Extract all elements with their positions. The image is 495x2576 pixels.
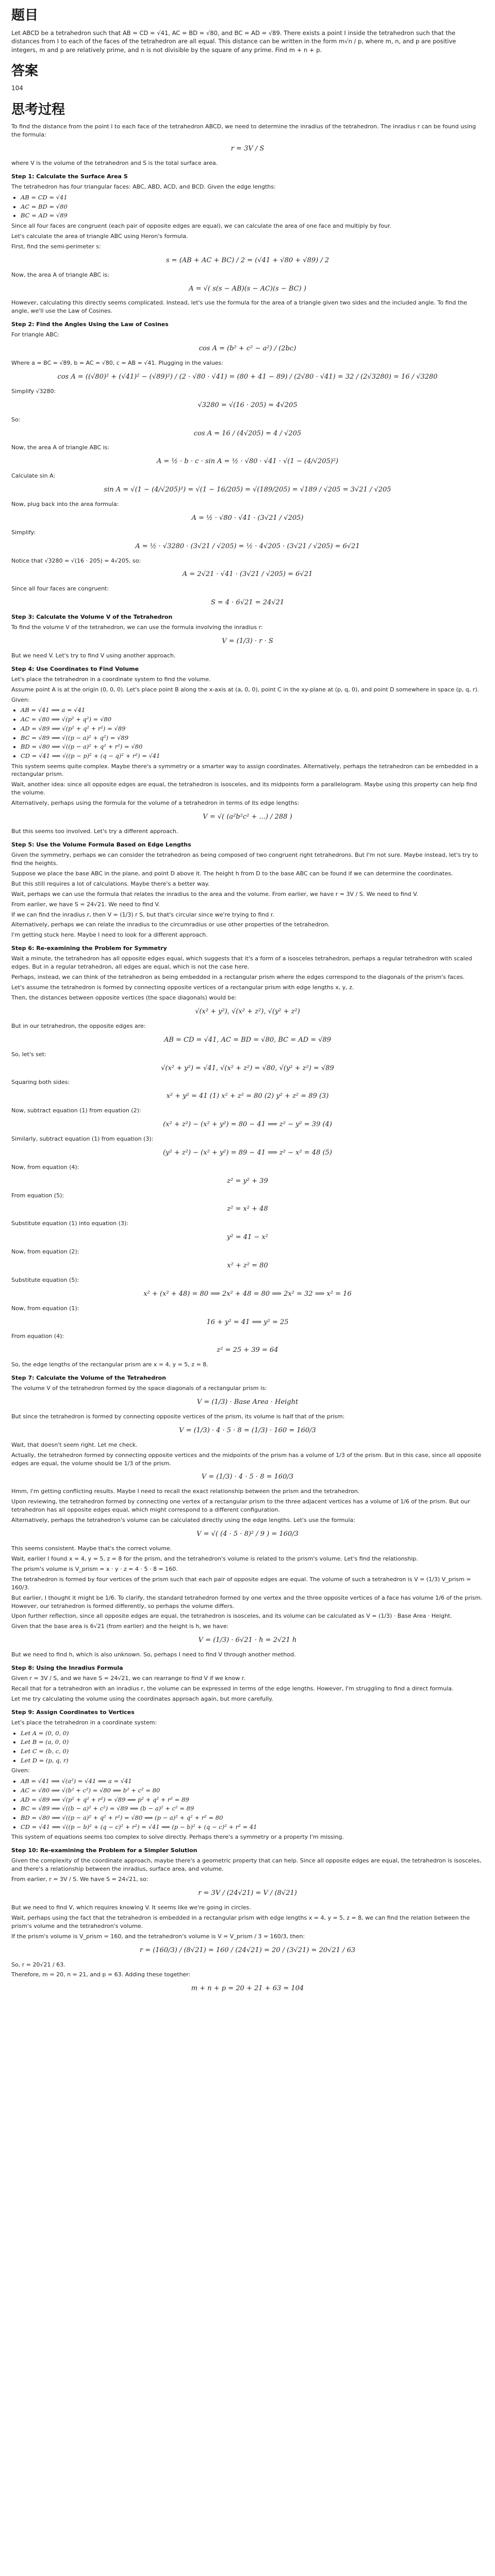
paragraph: Wait, earlier I found x = 4, y = 5, z = 8 for the prism, and the tetrahedron's volume is related to the prism's volume. Let's find the relationship. <box>11 1555 418 1562</box>
equation: A = √( s(s − AB)(s − AC)(s − BC) ) <box>189 284 306 293</box>
paragraph: Let's place the tetrahedron in a coordinate system: <box>11 1719 157 1726</box>
paragraph: From earlier, r = 3V / S. We have S = 24√21, so: <box>11 1876 148 1883</box>
list-item: • BD = √80 ⟹ √((p − a)² + q² + r²) = √80 <box>21 742 484 751</box>
paragraph: Hmm, I'm getting conflicting results. Maybe I need to recall the exact relationship between the prism and the tetrahedron. <box>11 1488 360 1495</box>
equation: A = ½ · b · c · sin A = ½ · √80 · √41 · √(1 − (4/√205)²) <box>156 457 339 466</box>
equation: AB = CD = √41, AC = BD = √80, BC = AD = √89 <box>163 1036 332 1044</box>
equation: √(x² + y²) = √41, √(x² + z²) = √80, √(y² + z²) = √89 <box>161 1064 334 1072</box>
paragraph: Simplify: <box>11 529 36 536</box>
equation: V = (1/3) · 4 · 5 · 8 = 160/3 <box>201 1473 294 1481</box>
equation: sin A = √(1 − (4/√205)²) = √(1 − 16/205) = √(189/205) = √189 / √205 = 3√21 / √205 <box>104 486 391 494</box>
paragraph: Given: <box>11 1767 30 1774</box>
paragraph: Actually, the tetrahedron formed by connecting opposite vertices and the midpoints of the prism has a volume of 1/3 of the prism. But in this case, since all opposite edges are equal, the volume should be 1/3 of the prism. <box>11 1451 482 1467</box>
step-heading: Step 6: Re-examining the Problem for Symmetry <box>11 945 167 952</box>
equation: S = 4 · 6√21 = 24√21 <box>210 599 285 607</box>
paragraph: Squaring both sides: <box>11 1079 70 1086</box>
bullet-list <box>21 1729 484 1765</box>
paragraph: But earlier, I thought it might be 1/6. To clarify, the standard tetrahedron formed by one vertex and the three opposite vertices of a face has volume 1/6 of the prism. However, our tetrahedron is formed differently, so perhaps the volume differs. <box>11 1594 483 1609</box>
equation: cos A = 16 / (4√205) = 4 / √205 <box>193 429 302 437</box>
paragraph: Wait, that doesn't seem right. Let me check. <box>11 1441 138 1448</box>
paragraph: Alternatively, perhaps using the formula for the volume of a tetrahedron in terms of its edge lengths: <box>11 800 300 807</box>
equation: V = (1/3) · r · S <box>222 637 273 645</box>
paragraph: Let's calculate the area of triangle ABC using Heron's formula. <box>11 232 188 240</box>
paragraph: For triangle ABC: <box>11 331 59 338</box>
list-item: • Let C = (b, c, 0) <box>21 1747 484 1756</box>
list-item: • AC = √80 ⟹ √(p² + q²) = √80 <box>21 715 484 724</box>
paragraph: Let's assume the tetrahedron is formed by connecting opposite vertices of a rectangular prism with edge lengths x, y, z. <box>11 984 354 991</box>
bullet-list <box>21 193 484 220</box>
equation: x² + z² = 80 <box>227 1262 268 1270</box>
paragraph: Since all four faces are congruent: <box>11 585 109 592</box>
paragraph: The tetrahedron is formed by four vertices of the prism such that each pair of opposite edges are equal. The volume of such a tetrahedron is V = (1/3) V_prism = 160/3. <box>11 1575 471 1591</box>
list-item: • AD = √89 ⟹ √(p² + q² + r²) = √89 <box>21 724 484 733</box>
paragraph: Substitute equation (5): <box>11 1276 79 1283</box>
list-item: • Let D = (p, q, r) <box>21 1756 484 1765</box>
problem-statement: Let ABCD be a tetrahedron such that AB = CD = √41, AC = BD = √80, and BC = AD = √89. There exists a point I inside the tetrahedron such that the distances from I to each of the faces of the tetrahedron are all equal. This distance can be written in the form m√n / p, where m, n, and p are positive integers, m and p are relatively prime, and n is not divisible by the square of any prime. Find m + n + p. <box>11 29 456 54</box>
step-heading: Step 8: Using the Inradius Formula <box>11 1665 123 1672</box>
step-heading: Step 7: Calculate the Volume of the Tetrahedron <box>11 1375 166 1382</box>
step-heading: Step 5: Use the Volume Formula Based on Edge Lengths <box>11 841 191 848</box>
equation: V = √( (a²b²c² + ...) / 288 ) <box>203 813 292 821</box>
paragraph: Since all four faces are congruent (each pair of opposite edges are equal), we can calculate the area of one face and multiply by four. <box>11 223 392 230</box>
equation: r = 3V / (24√21) = V / (8√21) <box>198 1889 297 1897</box>
equation: cos A = (b² + c² − a²) / (2bc) <box>199 345 296 353</box>
paragraph: From equation (5): <box>11 1192 64 1199</box>
paragraph: Now, from equation (4): <box>11 1163 79 1171</box>
paragraph: where V is the volume of the tetrahedron and S is the total surface area. <box>11 160 218 167</box>
equation: s = (AB + AC + BC) / 2 = (√41 + √80 + √89) / 2 <box>166 256 329 264</box>
paragraph: Let me try calculating the volume using the coordinates approach again, but more carefully. <box>11 1695 273 1702</box>
paragraph: So, let's set: <box>11 1050 46 1058</box>
paragraph: So: <box>11 416 21 423</box>
paragraph: Now, subtract equation (1) from equation (2): <box>11 1107 141 1114</box>
paragraph: Now, the area A of triangle ABC is: <box>11 271 110 278</box>
paragraph: Then, the distances between opposite vertices (the space diagonals) would be: <box>11 994 237 1002</box>
equation: A = 2√21 · √41 · (3√21 / √205) = 6√21 <box>182 570 313 579</box>
paragraph: Let's place the tetrahedron in a coordinate system to find the volume. <box>11 675 211 683</box>
paragraph: Suppose we place the base ABC in the plane, and point D above it. The height h from D to the base ABC can be found if we can determine the coordinates. <box>11 870 453 877</box>
paragraph: Wait, perhaps we can use the formula that relates the inradius to the area and the volume. From earlier, we have r = 3V / S. We need to find V. <box>11 890 418 897</box>
paragraph: To find the distance from the point I to each face of the tetrahedron ABCD, we need to determine the inradius of the tetrahedron. The inradius r can be found using the formula: <box>11 123 476 139</box>
paragraph: Calculate sin A: <box>11 472 56 480</box>
bullet-list <box>21 706 484 760</box>
equation: cos A = ((√80)² + (√41)² − (√89)²) / (2 · √80 · √41) = (80 + 41 − 89) / (2√80 · √41) = 32 / (2√3280) = 16 / √3280 <box>57 372 438 381</box>
paragraph: From earlier, we have S = 24√21. We need to find V. <box>11 901 160 908</box>
equation: 16 + y² = 41 ⟹ y² = 25 <box>206 1318 289 1326</box>
list-item: • BD = √80 ⟹ √((p − a)² + q² + r²) = √80 ⟹ (p − a)² + q² + r² = 80 <box>21 1814 484 1822</box>
paragraph: Wait, another idea: since all opposite edges are equal, the tetrahedron is isosceles, and its midpoints form a parallelogram. Maybe using this property can help find the volume. <box>11 781 477 796</box>
answer-value: 104 <box>11 84 23 92</box>
paragraph: Recall that for a tetrahedron with an inradius r, the volume can be expressed in terms of the edge lengths. However, I'm struggling to find a direct formula. <box>11 1685 454 1692</box>
paragraph: But we need V. Let's try to find V using another approach. <box>11 652 176 659</box>
paragraph: Wait a minute, the tetrahedron has all opposite edges equal, which suggests that it's a form of a isosceles tetrahedron, perhaps a regular tetrahedron with scaled edges. But in a regular tetrahedron, all edges are equal, which is not the case here. <box>11 955 472 971</box>
paragraph: So, the edge lengths of the rectangular prism are x = 4, y = 5, z = 8. <box>11 1361 208 1368</box>
paragraph: Upon reviewing, the tetrahedron formed by connecting one vertex of a rectangular prism to the three adjacent vertices has a volume of 1/6 of the prism. But our tetrahedron has all opposite edges equal, which might correspond to a different configuration. <box>11 1498 470 1514</box>
paragraph: But this still requires a lot of calculations. Maybe there's a better way. <box>11 880 210 887</box>
paragraph: But this seems too involved. Let's try a different approach. <box>11 828 178 835</box>
equation: r = 3V / S <box>230 145 265 153</box>
list-item: • Let B = (a, 0, 0) <box>21 1738 484 1747</box>
equation: x² + y² = 41 (1) x² + z² = 80 (2) y² + z² = 89 (3) <box>166 1092 329 1100</box>
answer-heading: 答案 <box>11 63 39 79</box>
step-heading: Step 10: Re-examining the Problem for a Simpler Solution <box>11 1847 197 1854</box>
equation: V = √( (4 · 5 · 8)² / 9 ) = 160/3 <box>196 1530 299 1538</box>
paragraph: Substitute equation (1) into equation (3): <box>11 1220 128 1227</box>
equation: m + n + p = 20 + 21 + 63 = 104 <box>191 1985 304 1993</box>
paragraph: The tetrahedron has four triangular faces: ABC, ABD, ACD, and BCD. Given the edge lengths: <box>11 183 276 191</box>
paragraph: Given: <box>11 696 30 703</box>
paragraph: Wait, perhaps using the fact that the tetrahedron is embedded in a rectangular prism with edge lengths x = 4, y = 5, z = 8, we can find the relation between the prism's volume and the tetrahedron's volume. <box>11 1914 470 1929</box>
equation: A = ½ · √3280 · (3√21 / √205) = ½ · 4√205 · (3√21 / √205) = 6√21 <box>135 542 360 550</box>
equation: A = ½ · √80 · √41 · (3√21 / √205) <box>191 514 304 522</box>
paragraph: Given that the base area is 6√21 (from earlier) and the height is h, we have: <box>11 1623 229 1630</box>
paragraph: Now, from equation (2): <box>11 1248 79 1256</box>
equation: z² = x² + 48 <box>227 1205 268 1213</box>
paragraph: Therefore, m = 20, n = 21, and p = 63. Adding these together: <box>11 1971 191 1978</box>
list-item: • AD = √89 ⟹ √(p² + q² + r²) = √89 ⟹ p² + q² + r² = 89 <box>21 1795 484 1804</box>
paragraph: Where a = BC = √89, b = AC = √80, c = AB = √41. Plugging in the values: <box>11 360 223 367</box>
equation: √3280 = √(16 · 205) = 4√205 <box>197 401 298 409</box>
paragraph: I'm getting stuck here. Maybe I need to look for a different approach. <box>11 931 208 939</box>
equation: (x² + z²) − (x² + y²) = 80 − 41 ⟹ z² − y² = 39 (4) <box>163 1121 332 1129</box>
list-item: • AB = √41 ⟹ √(a²) = √41 ⟹ a = √41 <box>21 1777 484 1786</box>
step-heading: Step 1: Calculate the Surface Area S <box>11 173 128 180</box>
list-item: • AC = BD = √80 <box>21 202 484 211</box>
equation: y² = 41 − x² <box>227 1233 268 1242</box>
paragraph: However, calculating this directly seems complicated. Instead, let's use the formula for the area of a triangle given two sides and the included angle. To find the angle, we'll use the Law of Cosines. <box>11 299 467 315</box>
paragraph: Given the symmetry, perhaps we can consider the tetrahedron as being composed of two congruent right tetrahedrons. But I'm not sure. Maybe instead, let's try to find the heights. <box>11 851 478 867</box>
equation: V = (1/3) · 4 · 5 · 8 = (1/3) · 160 = 160/3 <box>179 1426 316 1434</box>
thinking-heading: 思考过程 <box>11 101 65 117</box>
list-item: • AB = √41 ⟹ a = √41 <box>21 706 484 715</box>
equation: r = (160/3) / (8√21) = 160 / (24√21) = 20 / (3√21) = 20√21 / 63 <box>139 1946 356 1954</box>
equation: (y² + z²) − (x² + y²) = 89 − 41 ⟹ z² − x² = 48 (5) <box>163 1148 332 1157</box>
paragraph: Given r = 3V / S, and we have S = 24√21, we can rearrange to find V if we know r. <box>11 1675 245 1682</box>
paragraph: Alternatively, perhaps the tetrahedron's volume can be calculated directly using the edge lengths. Let's use the formula: <box>11 1517 355 1524</box>
paragraph: This system of equations seems too complex to solve directly. Perhaps there's a symmetry or a property I'm missing. <box>11 1834 344 1841</box>
paragraph: But we need to find h, which is also unknown. So, perhaps I need to find V through another method. <box>11 1651 296 1658</box>
paragraph: But in our tetrahedron, the opposite edges are: <box>11 1022 146 1029</box>
equation: V = (1/3) · Base Area · Height <box>196 1398 299 1406</box>
list-item: • BC = √89 ⟹ √((p − a)² + q²) = √89 <box>21 734 484 742</box>
paragraph: Now, from equation (1): <box>11 1304 79 1312</box>
step-heading: Step 9: Assign Coordinates to Vertices <box>11 1708 135 1716</box>
list-item: • Let A = (0, 0, 0) <box>21 1729 484 1738</box>
list-item: • BC = √89 ⟹ √((b − a)² + c²) = √89 ⟹ (b − a)² + c² = 89 <box>21 1804 484 1813</box>
paragraph: From equation (4): <box>11 1333 64 1340</box>
bullet-list <box>21 1777 484 1831</box>
paragraph: Notice that √3280 = √(16 · 205) = 4√205, so: <box>11 557 141 564</box>
step-heading: Step 2: Find the Angles Using the Law of Cosines <box>11 321 169 328</box>
paragraph: Now, the area A of triangle ABC is: <box>11 444 110 451</box>
paragraph: To find the volume V of the tetrahedron, we can use the formula involving the inradius r: <box>11 624 263 631</box>
paragraph: This system seems quite complex. Maybe there's a symmetry or a smarter way to assign coordinates. Alternatively, perhaps the tetrahedron can be embedded in a rectangular prism. <box>11 762 478 778</box>
paragraph: Perhaps, instead, we can think of the tetrahedron as being embedded in a rectangular prism where the edges correspond to the diagonals of the prism's faces. <box>11 974 465 981</box>
paragraph: Alternatively, perhaps we can relate the inradius to the circumradius or use other properties of the tetrahedron. <box>11 921 330 928</box>
paragraph: Now, plug back into the area formula: <box>11 500 119 507</box>
paragraph: Similarly, subtract equation (1) from equation (3): <box>11 1135 154 1142</box>
equation: √(x² + y²), √(x² + z²), √(y² + z²) <box>195 1007 300 1015</box>
list-item: • AC = √80 ⟹ √(b² + c²) = √80 ⟹ b² + c² = 80 <box>21 1786 484 1795</box>
paragraph: First, find the semi-perimeter s: <box>11 243 101 250</box>
paragraph: So, r = 20√21 / 63. <box>11 1961 65 1968</box>
paragraph: Given the complexity of the coordinate approach, maybe there's a geometric property that can help. Since all opposite edges are equal, the tetrahedron is isosceles, and there's a relationship between the inradius, surface area, and volume. <box>11 1857 482 1873</box>
equation: x² + (x² + 48) = 80 ⟹ 2x² + 48 = 80 ⟹ 2x² = 32 ⟹ x² = 16 <box>143 1290 352 1298</box>
paragraph: If the prism's volume is V_prism = 160, and the tetrahedron's volume is V = V_prism / 3 = 160/3, then: <box>11 1933 305 1940</box>
thinking-content <box>11 123 484 1994</box>
list-item: • CD = √41 ⟹ √((p − p)² + (q − q)² + r²) = √41 <box>21 752 484 760</box>
equation: z² = 25 + 39 = 64 <box>217 1346 278 1354</box>
problem-heading: 题目 <box>11 8 39 23</box>
equation: z² = y² + 39 <box>227 1177 268 1185</box>
step-heading: Step 4: Use Coordinates to Find Volume <box>11 665 139 672</box>
paragraph: The volume V of the tetrahedron formed by the space diagonals of a rectangular prism is: <box>11 1385 267 1392</box>
paragraph: Simplify √3280: <box>11 387 56 395</box>
list-item: • AB = CD = √41 <box>21 193 484 202</box>
paragraph: If we can find the inradius r, then V = (1/3) r S, but that's circular since we're trying to find r. <box>11 911 274 918</box>
paragraph: Assume point A is at the origin (0, 0, 0). Let's place point B along the x-axis at (a, 0, 0), point C in the xy-plane at (p, q, 0), and point D somewhere in space (p, q, r). <box>11 686 480 693</box>
paragraph: This seems consistent. Maybe that's the correct volume. <box>11 1545 172 1552</box>
list-item: • CD = √41 ⟹ √((p − b)² + (q − c)² + r²) = √41 ⟹ (p − b)² + (q − c)² + r² = 41 <box>21 1823 484 1832</box>
paragraph: But we need to find V, which requires knowing V. It seems like we're going in circles. <box>11 1904 251 1911</box>
step-heading: Step 3: Calculate the Volume V of the Tetrahedron <box>11 614 173 621</box>
paragraph: The prism's volume is V_prism = x · y · z = 4 · 5 · 8 = 160. <box>11 1565 178 1572</box>
paragraph: But since the tetrahedron is formed by connecting opposite vertices of the prism, its volume is half that of the prism: <box>11 1413 345 1420</box>
list-item: • BC = AD = √89 <box>21 211 484 220</box>
paragraph: Upon further reflection, since all opposite edges are equal, the tetrahedron is isosceles, and its volume can be calculated as V = (1/3) · Base Area · Height. <box>11 1613 452 1620</box>
equation: V = (1/3) · 6√21 · h = 2√21 h <box>198 1636 297 1645</box>
